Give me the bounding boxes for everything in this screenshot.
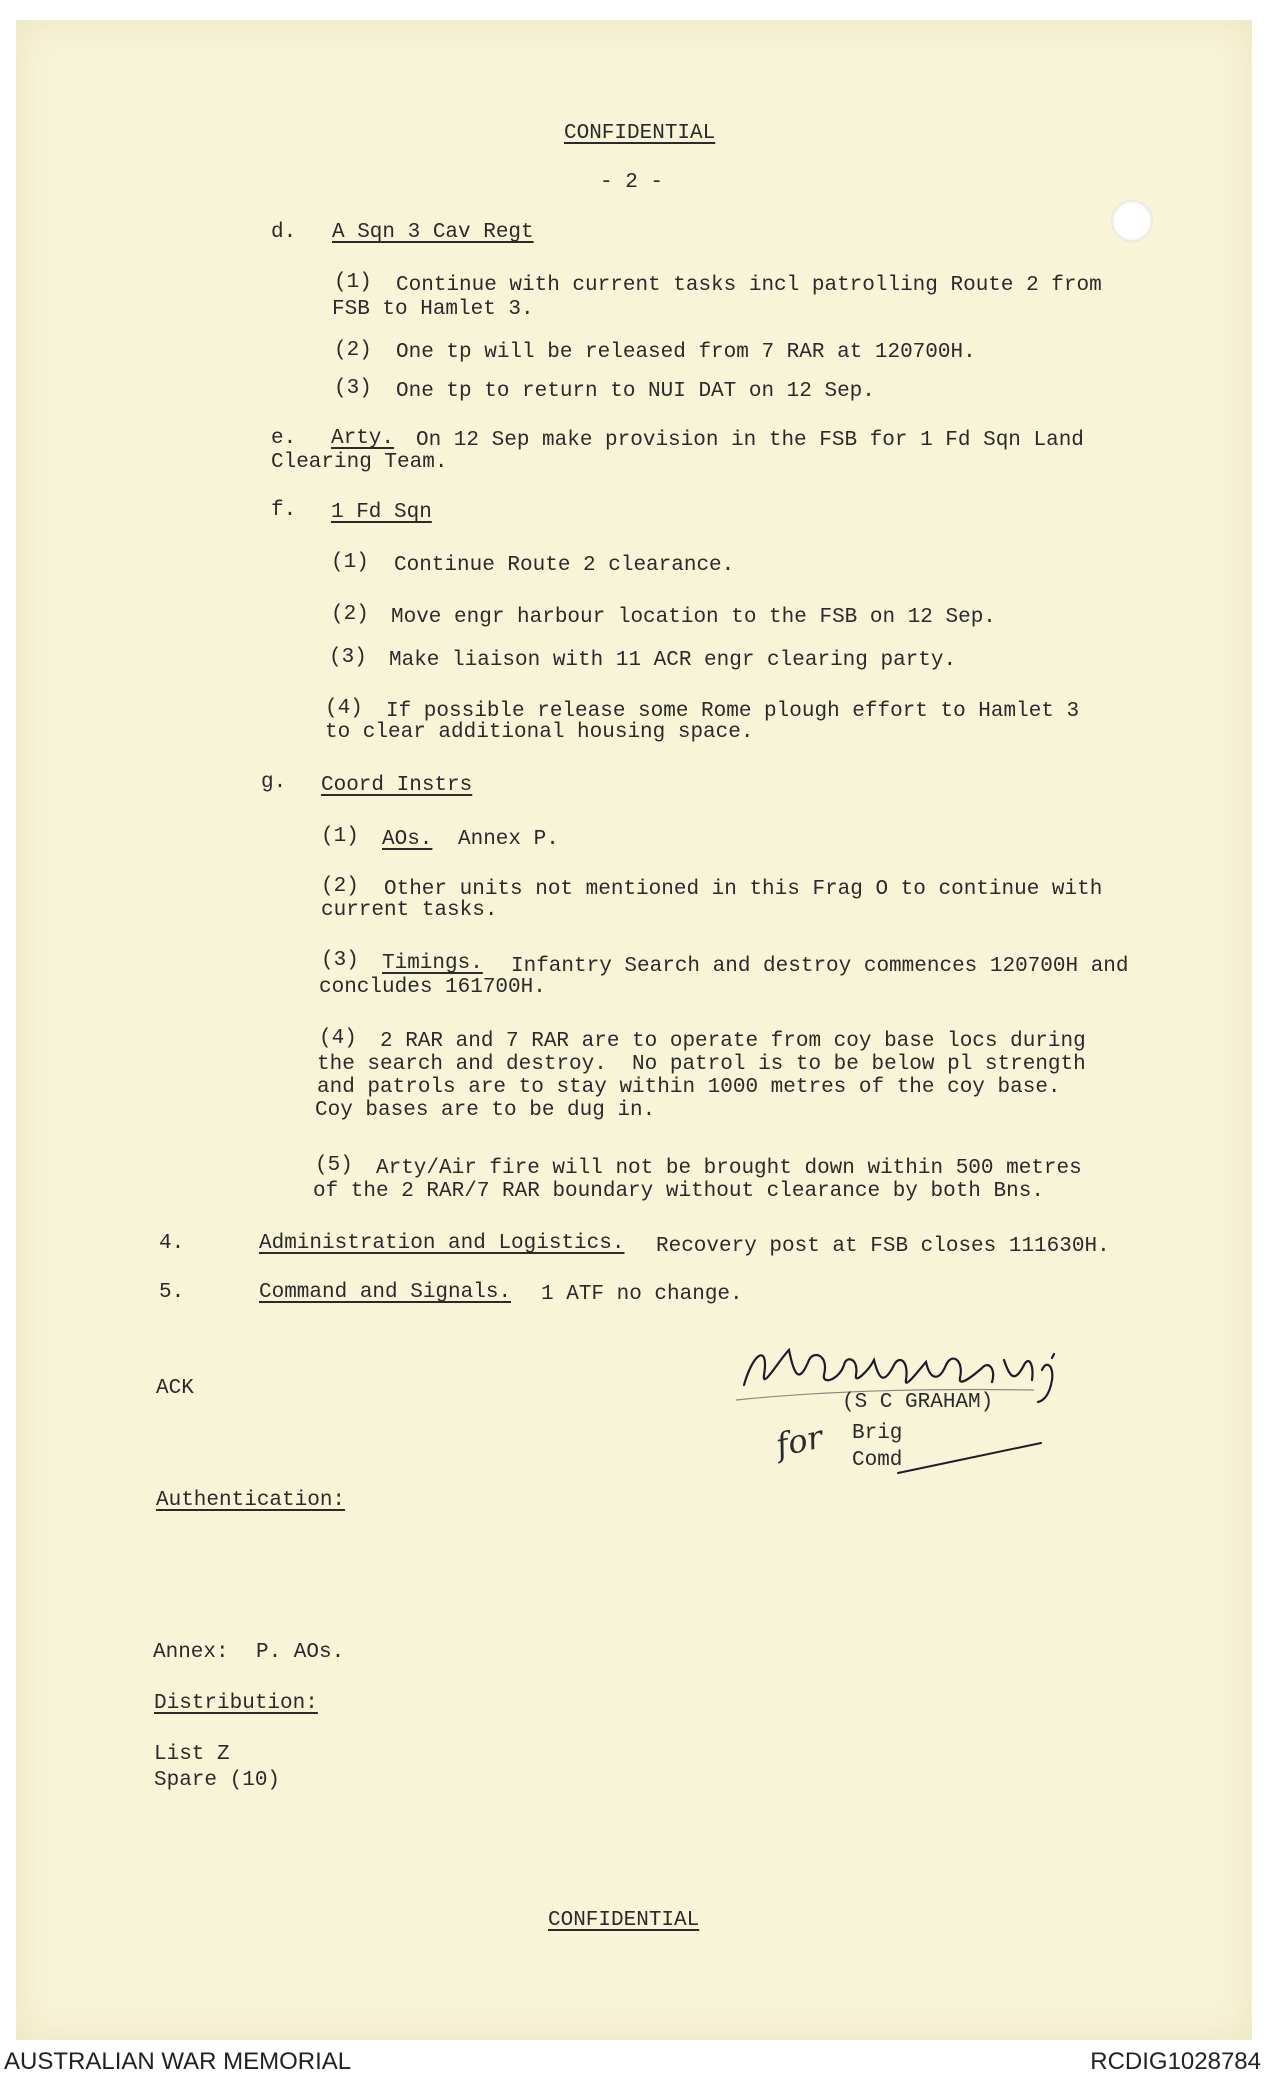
para-5-num: 5.	[159, 1281, 185, 1304]
section-g-item-1-line1: Annex P.	[458, 828, 559, 851]
section-g-item-4-line4: Coy bases are to be dug in.	[315, 1099, 656, 1122]
section-d-item-2-num: (2)	[334, 339, 372, 362]
section-f-item-4-num: (4)	[325, 697, 363, 720]
section-g-item-4-line1: 2 RAR and 7 RAR are to operate from coy base locs during	[380, 1030, 1086, 1053]
distribution-item-2: Spare (10)	[154, 1769, 281, 1792]
para-4-num: 4.	[159, 1232, 185, 1255]
para-4-text: Recovery post at FSB closes 111630H.	[656, 1235, 1110, 1258]
signature-for: for	[772, 1417, 826, 1465]
section-g-item-4-line2: the search and destroy. No patrol is to be below pl strength	[317, 1053, 1086, 1076]
signatory-name: (S C GRAHAM)	[842, 1391, 994, 1414]
section-d-item-1-num: (1)	[334, 271, 372, 294]
section-g-item-3-line2: concludes 161700H.	[319, 976, 546, 999]
section-g-item-2-line2: current tasks.	[321, 899, 498, 922]
authentication-label: Authentication:	[156, 1489, 346, 1512]
section-f-item-2-num: (2)	[331, 603, 369, 626]
section-f-item-2-line1: Move engr harbour location to the FSB on 12 Sep.	[391, 606, 996, 629]
section-f-letter: f.	[271, 499, 297, 522]
section-e-line2: Clearing Team.	[271, 451, 448, 474]
section-d-item-3-num: (3)	[334, 377, 372, 400]
archive-credit: AUSTRALIAN WAR MEMORIAL	[4, 2048, 352, 2075]
section-d-title: A Sqn 3 Cav Regt	[332, 221, 534, 244]
header-classification: CONFIDENTIAL	[564, 122, 716, 145]
section-d-item-1-line1: Continue with current tasks incl patrolling Route 2 from	[396, 274, 1102, 297]
section-f-item-4-line1: If possible release some Rome plough effort to Hamlet 3	[386, 700, 1080, 723]
annex-label: Annex:	[153, 1641, 229, 1664]
section-d-item-3-line1: One tp to return to NUI DAT on 12 Sep.	[396, 380, 875, 403]
section-e-title: Arty.	[331, 427, 395, 450]
section-f-item-3-num: (3)	[329, 646, 367, 669]
section-f-item-1-num: (1)	[331, 551, 369, 574]
section-g-item-5-line2: of the 2 RAR/7 RAR boundary without clearance by both Bns.	[313, 1180, 1044, 1203]
section-f-title: 1 Fd Sqn	[331, 501, 432, 524]
section-d-letter: d.	[271, 221, 297, 244]
section-e-line1: On 12 Sep make provision in the FSB for 1 Fd Sqn Land	[416, 429, 1084, 452]
section-e-letter: e.	[271, 427, 297, 450]
section-g-item-4-num: (4)	[319, 1027, 357, 1050]
section-f-item-4-line2: to clear additional housing space.	[325, 721, 754, 744]
punch-hole	[1111, 200, 1153, 242]
annex-value: P. AOs.	[256, 1641, 345, 1664]
archive-reference: RCDIG1028784	[1090, 2048, 1261, 2075]
section-g-item-1-num: (1)	[321, 825, 359, 848]
signatory-rank: Brig	[852, 1422, 903, 1445]
distribution-label: Distribution:	[154, 1692, 318, 1715]
page-number: - 2 -	[600, 171, 664, 194]
section-g-item-4-line3: and patrols are to stay within 1000 metres of the coy base.	[317, 1076, 1061, 1099]
footer-classification: CONFIDENTIAL	[548, 1909, 700, 1932]
section-g-letter: g.	[261, 771, 287, 794]
para-5-title: Command and Signals.	[259, 1281, 512, 1304]
section-d-item-1-line2: FSB to Hamlet 3.	[332, 298, 534, 321]
section-g-item-1-label: AOs.	[382, 828, 433, 851]
signature-stroke	[896, 1438, 1046, 1478]
section-f-item-3-line1: Make liaison with 11 ACR engr clearing party.	[389, 649, 957, 672]
document-sheet	[16, 20, 1252, 2040]
distribution-item-1: List Z	[154, 1743, 230, 1766]
section-g-title: Coord Instrs	[321, 774, 473, 797]
section-g-item-5-line1: Arty/Air fire will not be brought down within 500 metres	[376, 1157, 1082, 1180]
para-4-title: Administration and Logistics.	[259, 1232, 625, 1255]
section-f-item-1-line1: Continue Route 2 clearance.	[394, 554, 735, 577]
section-g-item-3-line1: Infantry Search and destroy commences 120700H and	[511, 955, 1129, 978]
ack-label: ACK	[156, 1377, 194, 1400]
section-g-item-2-num: (2)	[321, 875, 359, 898]
section-g-item-5-num: (5)	[315, 1154, 353, 1177]
para-5-text: 1 ATF no change.	[541, 1283, 743, 1306]
section-g-item-3-label: Timings.	[382, 952, 483, 975]
section-d-item-2-line1: One tp will be released from 7 RAR at 120700H.	[396, 341, 976, 364]
signatory-role: Comd	[852, 1449, 903, 1472]
section-g-item-2-line1: Other units not mentioned in this Frag O to continue with	[384, 878, 1103, 901]
section-g-item-3-num: (3)	[321, 949, 359, 972]
